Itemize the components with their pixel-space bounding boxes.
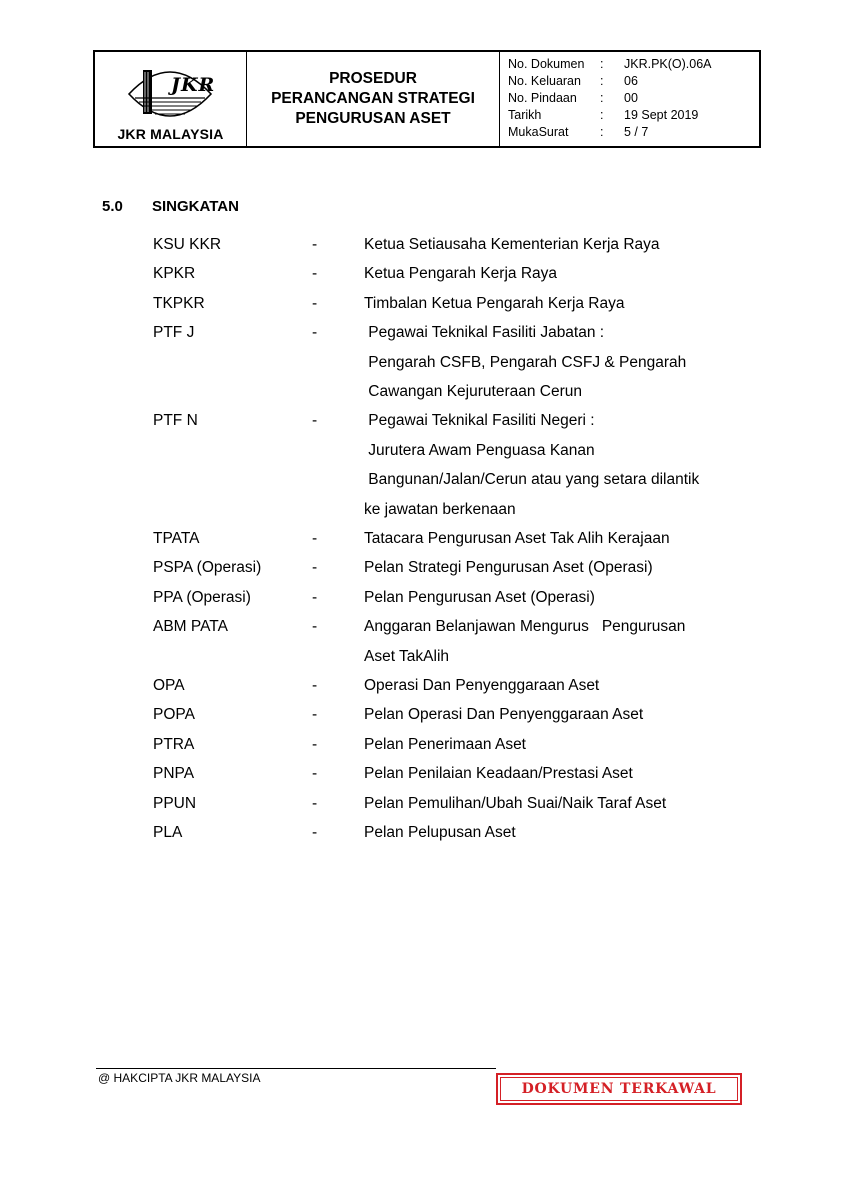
title-line: PROSEDUR: [329, 70, 417, 87]
meta-row-keluaran: [508, 73, 759, 90]
logo-cell: [95, 52, 247, 146]
abbreviation-term: POPA: [153, 706, 195, 724]
abbreviation-term: PLA: [153, 824, 183, 841]
abbreviation-term: TPATA: [153, 530, 200, 547]
title-line: PENGURUSAN ASET: [295, 110, 451, 127]
meta-label: No. Keluaran: [508, 74, 581, 88]
controlled-document-stamp: [496, 1073, 742, 1105]
abbreviation-meaning: Pelan Pemulihan/Ubah Suai/Naik Taraf Aset: [364, 794, 667, 812]
section-title: SINGKATAN: [152, 198, 239, 215]
abbreviation-dash: -: [312, 412, 318, 430]
abbreviation-term: KSU KKR: [153, 236, 222, 253]
abbreviation-dash: -: [312, 735, 318, 753]
title-line: PERANCANGAN STRATEGI: [271, 90, 475, 107]
abbreviation-meaning: Pelan Operasi Dan Penyenggaraan Aset: [364, 706, 644, 724]
stamp-label: DOKUMEN TERKAWAL: [500, 1077, 738, 1101]
organization-name: JKR MALAYSIA: [117, 126, 224, 142]
abbreviation-term: TKPKR: [153, 294, 205, 312]
abbreviation-term: ABM PATA: [153, 618, 228, 636]
abbreviation-term: PPUN: [153, 794, 197, 812]
meta-row-dokumen: [508, 56, 759, 73]
meta-label: Tarikh: [508, 108, 542, 122]
abbreviation-dash: -: [312, 324, 318, 342]
abbreviation-meaning: Tatacara Pengurusan Aset Tak Alih Kerajaan: [364, 530, 670, 547]
abbreviation-dash: -: [312, 588, 318, 606]
logo-text: JKR: [171, 74, 216, 96]
abbreviation-meaning: Cawangan Kejuruteraan Cerun: [364, 382, 582, 400]
abbreviation-meaning: Pelan Strategi Pengurusan Aset (Operasi): [364, 559, 653, 577]
abbreviation-dash: -: [312, 765, 318, 783]
abbreviation-meaning: Jurutera Awam Penguasa Kanan: [364, 441, 595, 459]
section-number: 5.0: [102, 198, 123, 215]
abbreviation-meaning: Pegawai Teknikal Fasiliti Jabatan :: [364, 324, 605, 342]
abbreviation-dash: -: [312, 706, 318, 724]
abbreviation-term: PTF N: [153, 412, 198, 430]
abbreviation-term: OPA: [153, 677, 185, 694]
meta-label: MukaSurat: [508, 125, 569, 139]
document-title: [247, 52, 500, 146]
meta-sep: :: [600, 57, 604, 71]
abbreviation-dash: -: [312, 794, 318, 812]
meta-row-pindaan: [508, 90, 759, 107]
meta-sep: :: [600, 74, 604, 88]
meta-label: No. Dokumen: [508, 57, 585, 71]
abbreviation-meaning: Pelan Pengurusan Aset (Operasi): [364, 588, 595, 606]
abbreviation-meaning: Pelan Pelupusan Aset: [364, 824, 516, 841]
abbreviation-dash: -: [312, 559, 318, 577]
abbreviation-meaning: Pengarah CSFB, Pengarah CSFJ & Pengarah: [364, 353, 687, 371]
abbreviation-dash: -: [312, 824, 318, 841]
abbreviation-dash: -: [312, 265, 318, 283]
abbreviation-dash: -: [312, 677, 318, 694]
meta-row-mukasurat: [508, 124, 759, 141]
abbreviation-meaning: Pelan Penerimaan Aset: [364, 735, 526, 753]
abbreviation-term: PNPA: [153, 765, 195, 783]
document-header: [93, 50, 761, 148]
abbreviation-meaning: Anggaran Belanjawan Mengurus Pengurusan: [364, 618, 686, 636]
abbreviation-dash: -: [312, 236, 318, 253]
copyright-text: @ HAKCIPTA JKR MALAYSIA: [98, 1071, 261, 1085]
abbreviation-meaning: ke jawatan berkenaan: [364, 500, 516, 518]
meta-sep: :: [600, 125, 604, 139]
footer-divider: [96, 1068, 496, 1069]
abbreviation-meaning: Timbalan Ketua Pengarah Kerja Raya: [364, 294, 625, 312]
abbreviation-meaning: Pegawai Teknikal Fasiliti Negeri :: [364, 412, 595, 430]
abbreviation-meaning: Bangunan/Jalan/Cerun atau yang setara dilantik: [364, 471, 700, 489]
abbreviation-dash: -: [312, 530, 318, 547]
abbreviation-term: KPKR: [153, 265, 196, 283]
meta-sep: :: [600, 91, 604, 105]
meta-value: 19 Sept 2019: [624, 108, 699, 122]
abbreviation-meaning: Pelan Penilaian Keadaan/Prestasi Aset: [364, 765, 633, 783]
abbreviation-meaning: Ketua Pengarah Kerja Raya: [364, 265, 558, 283]
abbreviation-term: PSPA (Operasi): [153, 559, 262, 577]
meta-sep: :: [600, 108, 604, 122]
meta-row-tarikh: [508, 107, 759, 124]
abbreviation-dash: -: [312, 294, 318, 312]
abbreviation-term: PTF J: [153, 324, 195, 342]
abbreviation-meaning: Ketua Setiausaha Kementerian Kerja Raya: [364, 236, 660, 253]
document-meta: [500, 52, 759, 146]
meta-value: JKR.PK(O).06A: [624, 57, 712, 71]
abbreviation-meaning: Aset TakAlih: [364, 647, 450, 665]
abbreviation-dash: -: [312, 618, 318, 636]
meta-label: No. Pindaan: [508, 91, 577, 105]
meta-value: 5 / 7: [624, 125, 649, 139]
abbreviation-term: PTRA: [153, 735, 195, 753]
abbreviation-meaning: Operasi Dan Penyenggaraan Aset: [364, 677, 600, 694]
meta-value: 06: [624, 74, 638, 88]
meta-value: 00: [624, 91, 638, 105]
abbreviation-term: PPA (Operasi): [153, 588, 251, 606]
section-heading: [102, 198, 239, 215]
